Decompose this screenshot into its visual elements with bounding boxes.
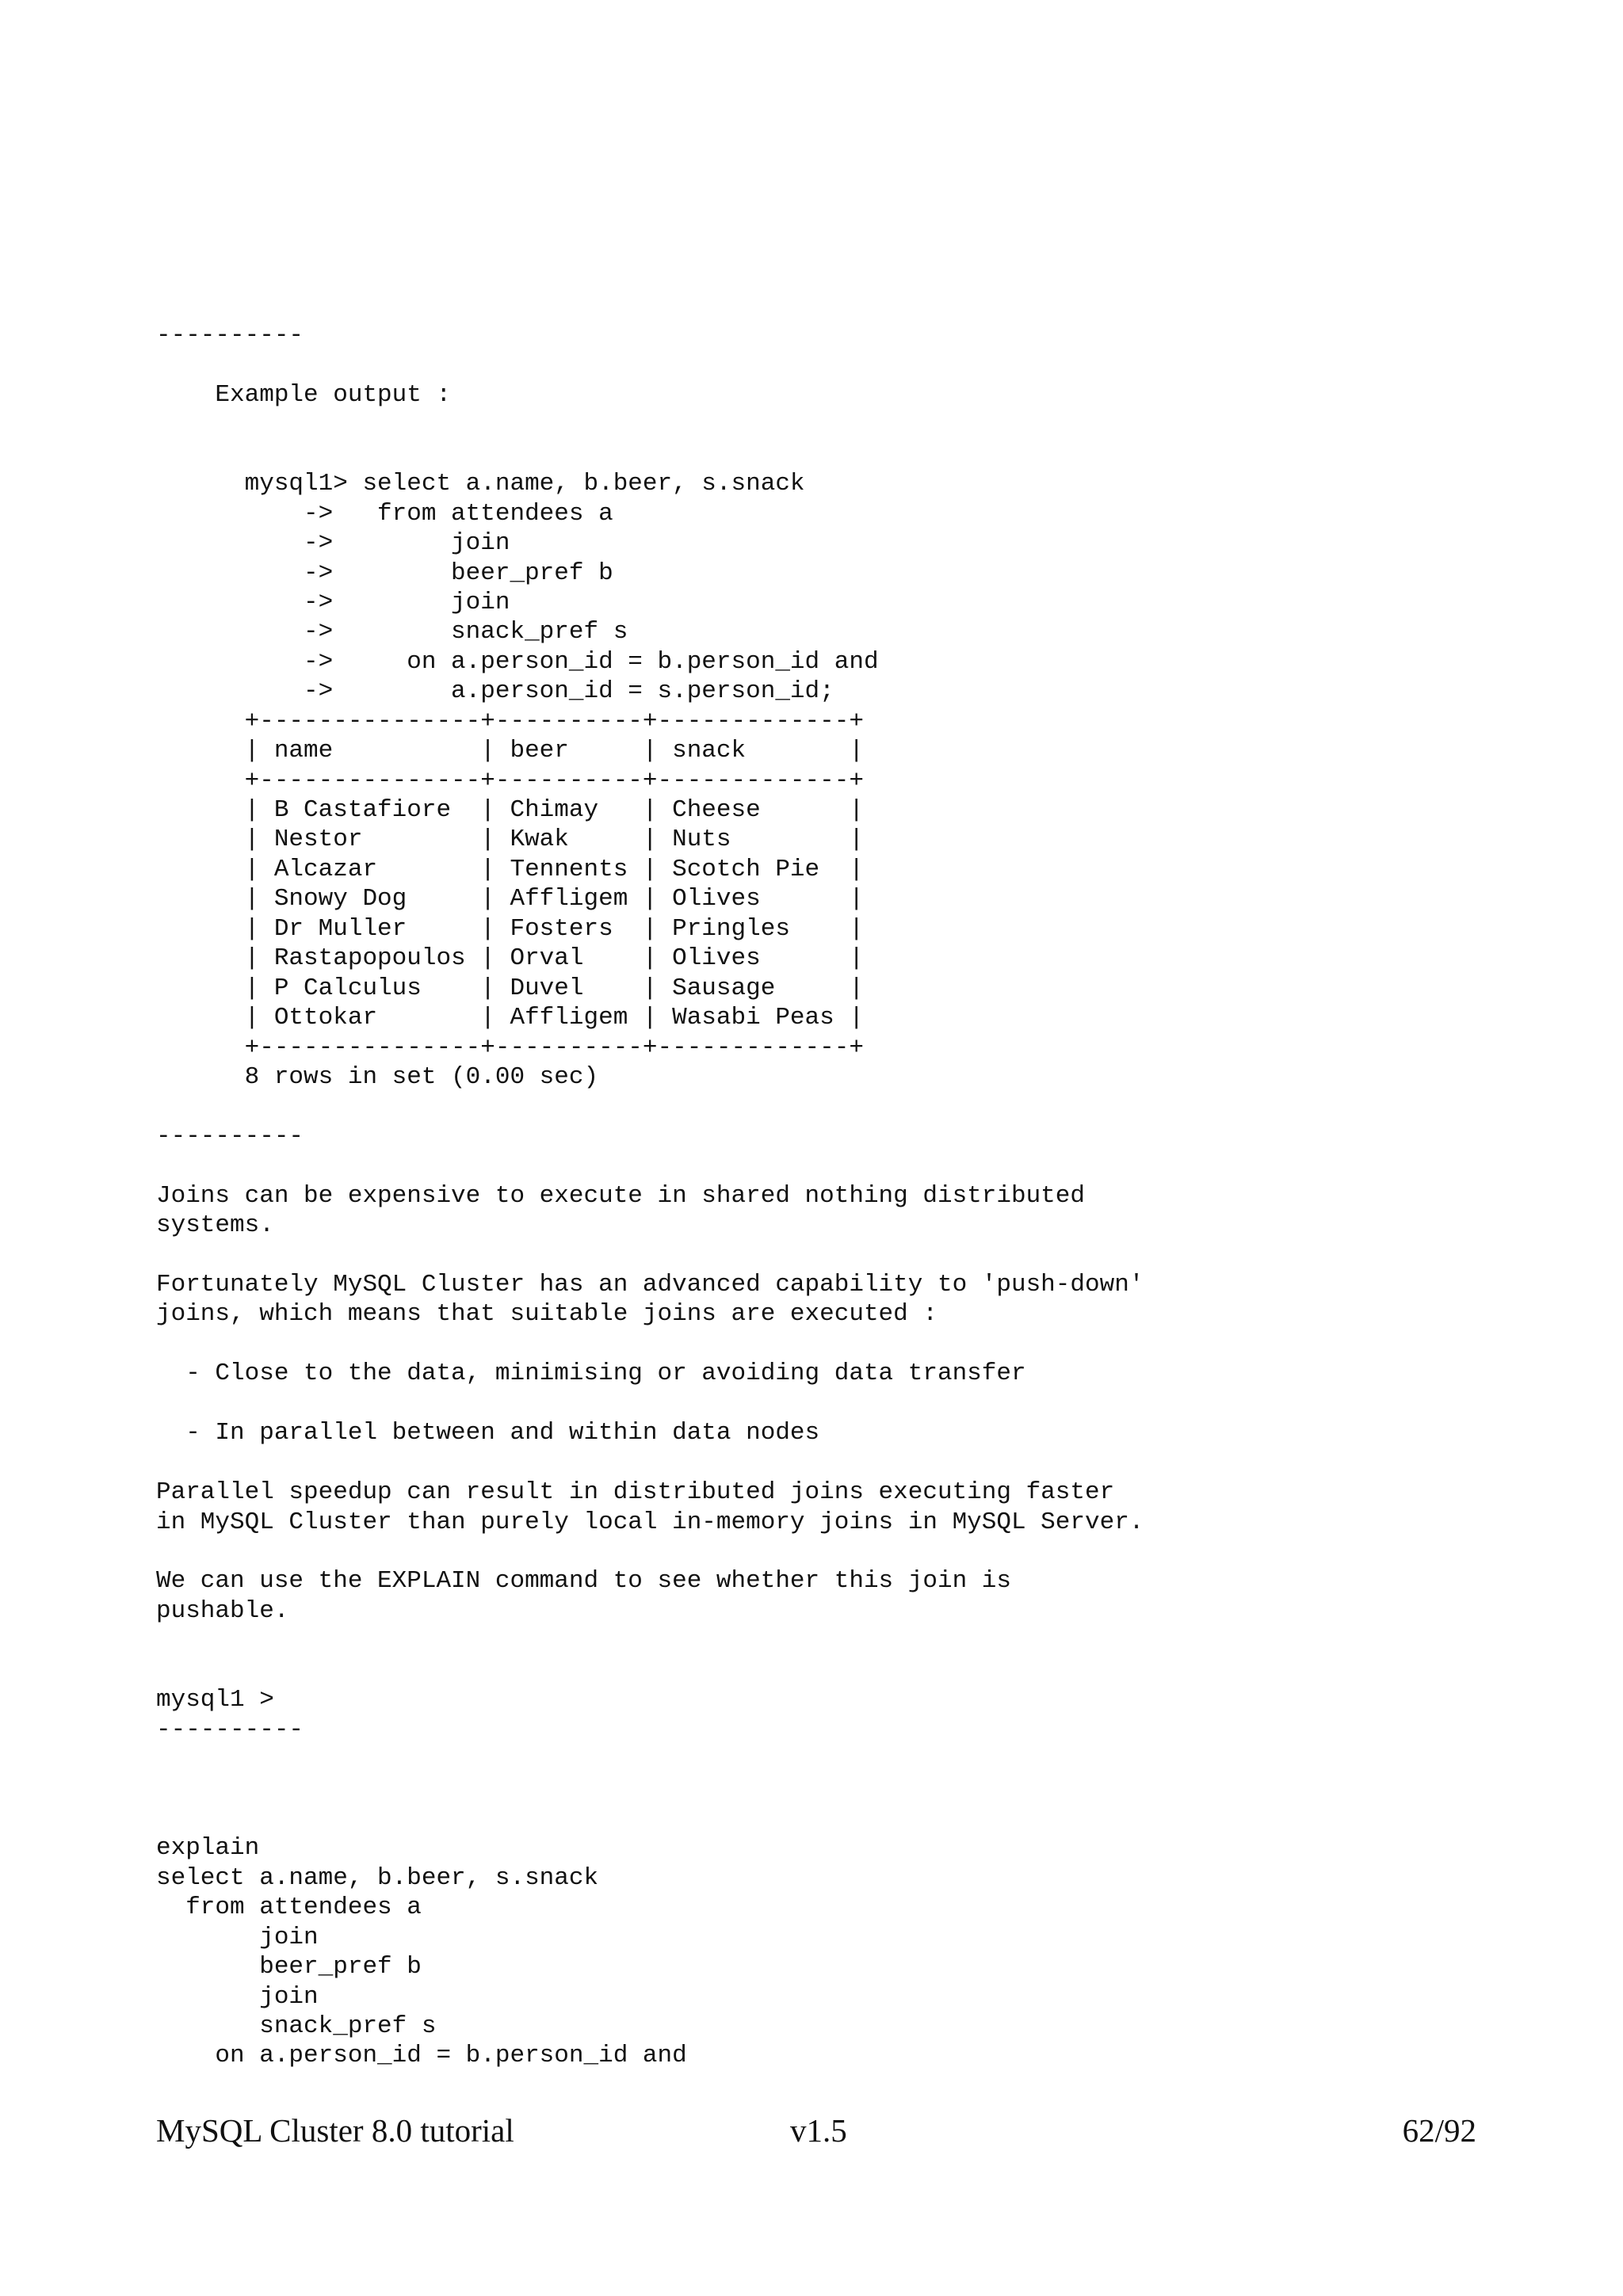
text-line: in MySQL Cluster than purely local in-memory joins in MySQL Server. bbox=[156, 1508, 1144, 1536]
text-line: | P Calculus | Duvel | Sausage | bbox=[156, 974, 864, 1002]
text-line bbox=[156, 1389, 1144, 1418]
text-line: Joins can be expensive to execute in shared nothing distributed bbox=[156, 1181, 1085, 1210]
text-line bbox=[156, 1626, 1144, 1655]
text-line: | Snowy Dog | Affligem | Olives | bbox=[156, 885, 864, 913]
text-line: -> join bbox=[156, 529, 510, 558]
text-line: +---------------+----------+-------------+ bbox=[156, 707, 864, 735]
text-line bbox=[156, 1151, 1144, 1180]
text-line: mysql1> select a.name, b.beer, s.snack bbox=[156, 470, 805, 498]
text-line bbox=[156, 410, 1144, 439]
text-line: mysql1 > bbox=[156, 1686, 274, 1714]
text-line bbox=[156, 1241, 1144, 1270]
text-line: ---------- bbox=[156, 1122, 304, 1150]
text-line bbox=[156, 1329, 1144, 1359]
text-line: Example output : bbox=[156, 380, 452, 409]
text-line: ---------- bbox=[156, 1715, 304, 1744]
text-line: beer_pref b bbox=[156, 1953, 422, 1981]
text-line: | Dr Muller | Fosters | Pringles | bbox=[156, 914, 864, 943]
footer-version: v1.5 bbox=[790, 2112, 847, 2149]
text-line: | Nestor | Kwak | Nuts | bbox=[156, 826, 864, 854]
text-line: -> from attendees a bbox=[156, 499, 613, 528]
text-line bbox=[156, 1745, 1144, 1774]
text-line: on a.person_id = b.person_id and bbox=[156, 2042, 687, 2070]
text-line: -> join bbox=[156, 588, 510, 616]
text-line: +---------------+----------+-------------+ bbox=[156, 1033, 864, 1062]
text-line bbox=[156, 1092, 1144, 1121]
footer-title: MySQL Cluster 8.0 tutorial bbox=[156, 2112, 514, 2149]
text-line: -> snack_pref s bbox=[156, 618, 628, 646]
text-line: joins, which means that suitable joins are executed : bbox=[156, 1300, 938, 1329]
text-line bbox=[156, 1774, 1144, 1803]
text-line bbox=[156, 1537, 1144, 1566]
document-body bbox=[156, 321, 1144, 2071]
text-line bbox=[156, 1448, 1144, 1478]
text-line: We can use the EXPLAIN command to see whether this join is bbox=[156, 1567, 1011, 1596]
text-line: systems. bbox=[156, 1211, 274, 1240]
text-line: explain bbox=[156, 1834, 260, 1863]
text-line: -> on a.person_id = b.person_id and bbox=[156, 647, 879, 676]
text-line: - In parallel between and within data nodes bbox=[156, 1419, 820, 1447]
text-line: Fortunately MySQL Cluster has an advanced capability to 'push-down' bbox=[156, 1271, 1144, 1299]
text-line: snack_pref s bbox=[156, 2012, 437, 2040]
text-line: select a.name, b.beer, s.snack bbox=[156, 1863, 599, 1892]
text-line: Parallel speedup can result in distributed joins executing faster bbox=[156, 1478, 1115, 1507]
text-line: +---------------+----------+-------------+ bbox=[156, 766, 864, 795]
text-line: | B Castafiore | Chimay | Cheese | bbox=[156, 796, 864, 824]
text-line: | Alcazar | Tennents | Scotch Pie | bbox=[156, 855, 864, 883]
text-line: -> beer_pref b bbox=[156, 559, 613, 587]
text-line bbox=[156, 1804, 1144, 1833]
text-line: 8 rows in set (0.00 sec) bbox=[156, 1062, 599, 1091]
text-line: join bbox=[156, 1923, 319, 1951]
text-line bbox=[156, 440, 1144, 469]
text-line: | Rastapopoulos | Orval | Olives | bbox=[156, 944, 864, 973]
text-line: | name | beer | snack | bbox=[156, 737, 864, 765]
text-line: ---------- bbox=[156, 322, 304, 349]
text-line: pushable. bbox=[156, 1596, 289, 1625]
text-line: from attendees a bbox=[156, 1894, 422, 1922]
page-footer bbox=[156, 2110, 1476, 2151]
text-line bbox=[156, 350, 1144, 379]
text-line bbox=[156, 1656, 1144, 1685]
text-line: -> a.person_id = s.person_id; bbox=[156, 677, 834, 706]
text-line: - Close to the data, minimising or avoiding data transfer bbox=[156, 1360, 1026, 1388]
page-number: 62/92 bbox=[1402, 2112, 1476, 2149]
text-line: join bbox=[156, 1982, 319, 2011]
text-line: | Ottokar | Affligem | Wasabi Peas | bbox=[156, 1004, 864, 1032]
